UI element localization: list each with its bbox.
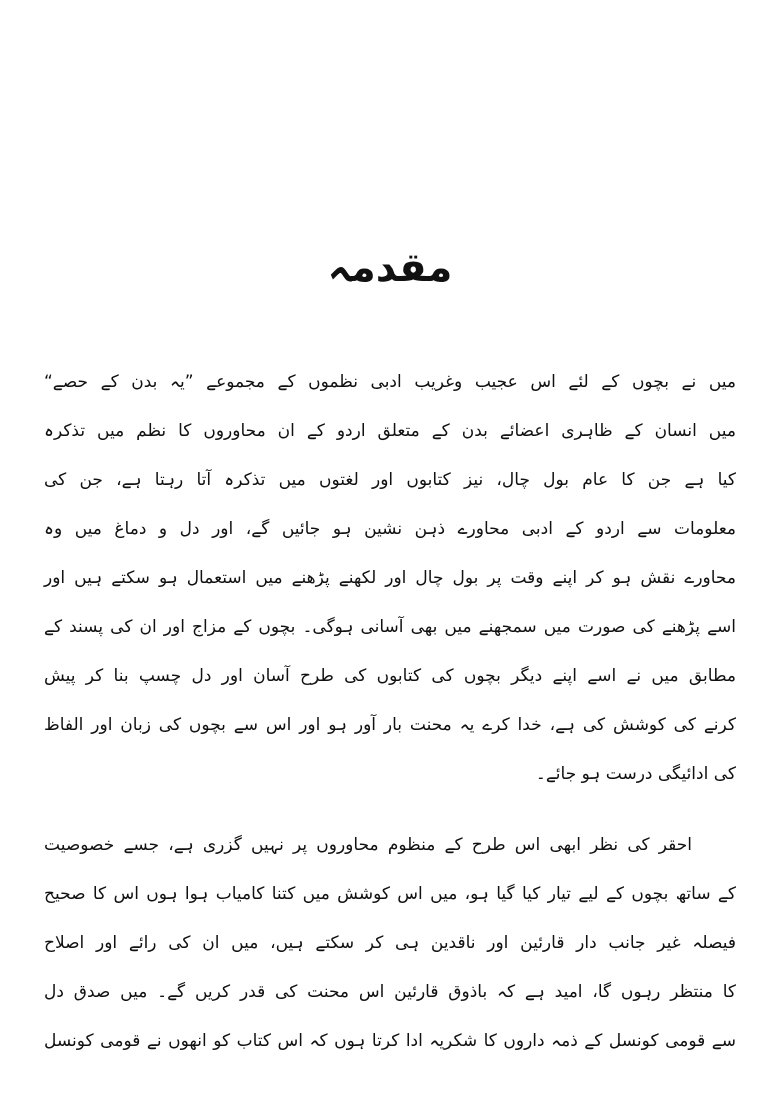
text-line: کا منتظر رہوں گا، امید ہے کہ باذوق قارئین اس محنت کی قدر کریں گے۔ میں صدق دل xyxy=(44,982,736,1002)
text-line: کیا ہے جن کا عام بول چال، نیز کتابوں اور لغتوں میں تذکرہ آتا رہتا ہے، جن کی xyxy=(44,470,736,490)
text-line: مطابق میں نے اسے اپنے دیگر بچوں کی کتابوں کی طرح آسان اور دل چسپ بنا کر پیش xyxy=(44,666,736,686)
text-line: فیصلہ غیر جانب دار قارئین اور ناقدین ہی کر سکتے ہیں، میں ان کی رائے اور اصلاح xyxy=(44,933,736,953)
text-line: کے ساتھ بچوں کے لیے تیار کیا گیا ہو، میں اس کوشش میں کتنا کامیاب ہوا ہوں اس کا صحیح xyxy=(44,884,736,904)
page-title: مقدمہ xyxy=(327,245,453,291)
text-line: سے قومی کونسل کے ذمہ داروں کا شکریہ ادا کرتا ہوں کہ اس کتاب کو انھوں نے قومی کونسل xyxy=(44,1031,736,1051)
text-line: میں انسان کے ظاہری اعضائے بدن کے متعلق اردو کے ان محاوروں کا نظم میں تذکرہ xyxy=(44,421,736,441)
text-line: احقر کی نظر ابھی اس طرح کے منظوم محاوروں پر نہیں گزری ہے، جسے خصوصیت xyxy=(44,835,692,855)
text-line: کی ادائیگی درست ہو جائے۔ xyxy=(535,764,736,784)
text-line: میں نے بچوں کے لئے اس عجیب وغریب ادبی نظموں کے مجموعے ”یہ بدن کے حصے“ xyxy=(44,372,736,392)
text-line: اسے پڑھنے کی صورت میں سمجھنے میں بھی آسانی ہوگی۔ بچوں کے مزاج اور ان کی پسند کے xyxy=(44,617,736,637)
page xyxy=(44,238,736,1066)
paragraph-1 xyxy=(44,358,736,799)
text-line: محاورے نقش ہو کر اپنے وقت پر بول چال اور لکھنے پڑھنے میں استعمال ہو سکتے ہیں اور xyxy=(44,568,736,588)
paragraph-2 xyxy=(44,821,736,1066)
text-line: کرنے کی کوشش کی ہے، خدا کرے یہ محنت بار آور ہو اور اس سے بچوں کی زبان اور الفاظ xyxy=(44,715,736,735)
text-line: معلومات سے اردو کے ادبی محاورے ذہن نشین ہو جائیں گے، اور دل و دماغ میں وہ xyxy=(44,519,736,539)
